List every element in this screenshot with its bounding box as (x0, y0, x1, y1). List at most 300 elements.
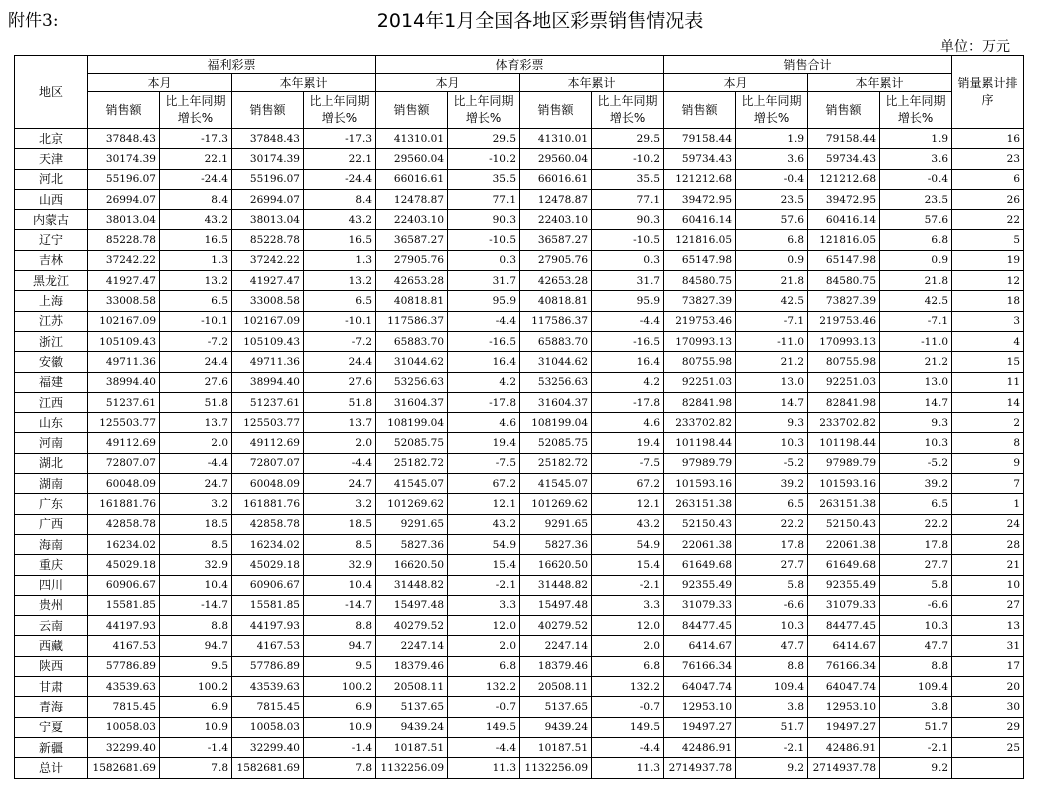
value-cell: 125503.77 (232, 413, 304, 433)
value-cell: 49112.69 (232, 433, 304, 453)
value-cell: 22.1 (304, 149, 376, 169)
value-cell: 9291.65 (376, 514, 448, 534)
value-cell: 22.2 (736, 514, 808, 534)
value-cell: 10.4 (160, 575, 232, 595)
value-cell: 0.3 (592, 250, 664, 270)
value-cell: 10.3 (736, 433, 808, 453)
value-cell: 43.2 (304, 210, 376, 230)
header-yoy: 比上年同期增长% (160, 92, 232, 129)
value-cell: -14.7 (304, 595, 376, 615)
value-cell: 41927.47 (88, 271, 160, 291)
value-cell: 65883.70 (376, 331, 448, 351)
value-cell: 125503.77 (88, 413, 160, 433)
value-cell: 39.2 (880, 474, 952, 494)
value-cell: 24.7 (160, 474, 232, 494)
value-cell: 16620.50 (520, 555, 592, 575)
value-cell: -0.7 (448, 697, 520, 717)
value-cell: 72807.07 (232, 453, 304, 473)
value-cell: 121212.68 (664, 169, 736, 189)
value-cell: 19 (952, 250, 1024, 270)
value-cell: 9439.24 (520, 717, 592, 737)
region-cell: 四川 (15, 575, 88, 595)
value-cell: 27.6 (160, 372, 232, 392)
value-cell: -0.4 (736, 169, 808, 189)
value-cell: 40279.52 (376, 616, 448, 636)
value-cell: 3.8 (736, 697, 808, 717)
value-cell: 3.8 (880, 697, 952, 717)
value-cell: 5827.36 (520, 534, 592, 554)
value-cell: 64047.74 (664, 677, 736, 697)
region-cell: 重庆 (15, 555, 88, 575)
value-cell: -16.5 (592, 331, 664, 351)
header-total: 销售合计 (664, 56, 952, 74)
region-cell: 贵州 (15, 595, 88, 615)
table-row (15, 210, 1024, 230)
region-cell: 吉林 (15, 250, 88, 270)
value-cell: 45029.18 (88, 555, 160, 575)
value-cell: 20508.11 (520, 677, 592, 697)
page-title: 2014年1月全国各地区彩票销售情况表 (376, 10, 704, 32)
value-cell: 12953.10 (808, 697, 880, 717)
value-cell: 43.2 (448, 514, 520, 534)
value-cell: 51.8 (304, 392, 376, 412)
value-cell: 33008.58 (88, 291, 160, 311)
value-cell: 27.6 (304, 372, 376, 392)
region-cell: 江苏 (15, 311, 88, 331)
value-cell: 17 (952, 656, 1024, 676)
value-cell: 31448.82 (376, 575, 448, 595)
value-cell: -0.4 (880, 169, 952, 189)
value-cell: 32.9 (304, 555, 376, 575)
value-cell: 82841.98 (808, 392, 880, 412)
value-cell: 65147.98 (808, 250, 880, 270)
header-total-month: 本月 (664, 74, 808, 92)
value-cell: 12953.10 (664, 697, 736, 717)
table-row (15, 149, 1024, 169)
value-cell: 84477.45 (664, 616, 736, 636)
value-cell: 39472.95 (808, 189, 880, 209)
value-cell: 6.8 (880, 230, 952, 250)
region-cell: 山东 (15, 413, 88, 433)
value-cell: 4167.53 (88, 636, 160, 656)
value-cell: 149.5 (592, 717, 664, 737)
value-cell: 3.6 (736, 149, 808, 169)
value-cell: 4.6 (448, 413, 520, 433)
value-cell: 60048.09 (88, 474, 160, 494)
value-cell: -10.5 (592, 230, 664, 250)
value-cell: 4.2 (448, 372, 520, 392)
value-cell: 42.5 (736, 291, 808, 311)
value-cell: 2.0 (304, 433, 376, 453)
region-cell: 安徽 (15, 352, 88, 372)
value-cell: 42653.28 (520, 271, 592, 291)
value-cell: 41310.01 (376, 129, 448, 149)
value-cell: 3 (952, 311, 1024, 331)
header-yoy: 比上年同期增长% (736, 92, 808, 129)
table-row (15, 555, 1024, 575)
value-cell: 24 (952, 514, 1024, 534)
value-cell: 42653.28 (376, 271, 448, 291)
value-cell: -6.6 (880, 595, 952, 615)
value-cell: 67.2 (592, 474, 664, 494)
table-row (15, 129, 1024, 149)
value-cell: 73827.39 (808, 291, 880, 311)
value-cell: 22.2 (880, 514, 952, 534)
value-cell: 132.2 (448, 677, 520, 697)
value-cell: 43539.63 (88, 677, 160, 697)
value-cell: 60906.67 (88, 575, 160, 595)
table-row (15, 230, 1024, 250)
header-sales: 销售额 (664, 92, 736, 129)
value-cell: 19497.27 (808, 717, 880, 737)
value-cell: -2.1 (592, 575, 664, 595)
value-cell: 18.5 (160, 514, 232, 534)
lottery-sales-table (14, 55, 1024, 779)
value-cell: -7.2 (160, 331, 232, 351)
value-cell: 18379.46 (520, 656, 592, 676)
value-cell: 23.5 (736, 189, 808, 209)
value-cell: 39472.95 (664, 189, 736, 209)
value-cell: -5.2 (736, 453, 808, 473)
value-cell: 92355.49 (664, 575, 736, 595)
value-cell: 31 (952, 636, 1024, 656)
value-cell: 77.1 (592, 189, 664, 209)
value-cell: -7.1 (880, 311, 952, 331)
header-sales: 销售额 (376, 92, 448, 129)
value-cell: 27.7 (880, 555, 952, 575)
table-row (15, 250, 1024, 270)
value-cell: 9.3 (736, 413, 808, 433)
value-cell: 19.4 (592, 433, 664, 453)
value-cell: 25182.72 (376, 453, 448, 473)
value-cell: 22 (952, 210, 1024, 230)
value-cell: 2247.14 (520, 636, 592, 656)
value-cell: 7815.45 (232, 697, 304, 717)
header-yoy: 比上年同期增长% (304, 92, 376, 129)
value-cell: 9.2 (880, 758, 952, 778)
table-row (15, 534, 1024, 554)
value-cell: 1132256.09 (520, 758, 592, 778)
value-cell: 44197.93 (232, 616, 304, 636)
table-row (15, 433, 1024, 453)
value-cell: 41927.47 (232, 271, 304, 291)
table-row (15, 372, 1024, 392)
value-cell: 13.7 (304, 413, 376, 433)
table-row (15, 352, 1024, 372)
value-cell: 40818.81 (520, 291, 592, 311)
table-row (15, 291, 1024, 311)
value-cell: 18379.46 (376, 656, 448, 676)
header-welfare: 福利彩票 (88, 56, 376, 74)
value-cell: 25182.72 (520, 453, 592, 473)
value-cell: 42858.78 (88, 514, 160, 534)
value-cell: 101593.16 (808, 474, 880, 494)
value-cell: 67.2 (448, 474, 520, 494)
value-cell: 24.7 (304, 474, 376, 494)
value-cell: 6414.67 (808, 636, 880, 656)
value-cell: 18 (952, 291, 1024, 311)
value-cell: 38013.04 (88, 210, 160, 230)
region-cell: 山西 (15, 189, 88, 209)
value-cell: 15497.48 (520, 595, 592, 615)
value-cell: 9.5 (304, 656, 376, 676)
value-cell: 10.9 (304, 717, 376, 737)
value-cell: 47.7 (880, 636, 952, 656)
value-cell: 8.5 (304, 534, 376, 554)
value-cell: 85228.78 (88, 230, 160, 250)
value-cell: 149.5 (448, 717, 520, 737)
value-cell: 84580.75 (664, 271, 736, 291)
value-cell: 121816.05 (664, 230, 736, 250)
value-cell: 219753.46 (664, 311, 736, 331)
value-cell: 27905.76 (376, 250, 448, 270)
value-cell: 17.8 (880, 534, 952, 554)
value-cell: 10.3 (736, 616, 808, 636)
value-cell: 42486.91 (664, 737, 736, 757)
header-sales: 销售额 (808, 92, 880, 129)
value-cell: 42858.78 (232, 514, 304, 534)
region-cell: 广东 (15, 494, 88, 514)
value-cell: 6.5 (304, 291, 376, 311)
value-cell: 15581.85 (232, 595, 304, 615)
value-cell: 57786.89 (232, 656, 304, 676)
value-cell: -7.1 (736, 311, 808, 331)
value-cell: -17.8 (592, 392, 664, 412)
value-cell: 72807.07 (88, 453, 160, 473)
value-cell: 10.4 (304, 575, 376, 595)
value-cell: -7.5 (592, 453, 664, 473)
value-cell: 4.2 (592, 372, 664, 392)
value-cell: 1.9 (880, 129, 952, 149)
unit-label: 单位：万元 (940, 39, 1010, 55)
value-cell: 31044.62 (520, 352, 592, 372)
value-cell: 52085.75 (520, 433, 592, 453)
value-cell: 9291.65 (520, 514, 592, 534)
value-cell: -5.2 (880, 453, 952, 473)
value-cell: -0.7 (592, 697, 664, 717)
region-cell: 江西 (15, 392, 88, 412)
region-cell: 上海 (15, 291, 88, 311)
value-cell: 31.7 (448, 271, 520, 291)
value-cell: 170993.13 (808, 331, 880, 351)
value-cell: 49711.36 (232, 352, 304, 372)
value-cell: -10.1 (160, 311, 232, 331)
value-cell: 21.2 (880, 352, 952, 372)
value-cell: 132.2 (592, 677, 664, 697)
region-cell: 海南 (15, 534, 88, 554)
value-cell: 79158.44 (664, 129, 736, 149)
value-cell: 16234.02 (88, 534, 160, 554)
value-cell: 19497.27 (664, 717, 736, 737)
header-sports: 体育彩票 (376, 56, 664, 74)
value-cell: 57786.89 (88, 656, 160, 676)
value-cell: 109.4 (736, 677, 808, 697)
value-cell: -16.5 (448, 331, 520, 351)
value-cell: 101269.62 (376, 494, 448, 514)
value-cell: 92251.03 (808, 372, 880, 392)
value-cell: -1.4 (160, 737, 232, 757)
header-sales: 销售额 (232, 92, 304, 129)
header-rank: 销量累计排序 (952, 56, 1024, 129)
value-cell: 10187.51 (376, 737, 448, 757)
value-cell: 117586.37 (376, 311, 448, 331)
value-cell: 6.9 (304, 697, 376, 717)
value-cell: 38013.04 (232, 210, 304, 230)
region-cell: 河南 (15, 433, 88, 453)
value-cell: 53256.63 (376, 372, 448, 392)
value-cell: -24.4 (160, 169, 232, 189)
value-cell: 21.8 (736, 271, 808, 291)
value-cell: 11.3 (448, 758, 520, 778)
value-cell: 49711.36 (88, 352, 160, 372)
value-cell: 9439.24 (376, 717, 448, 737)
region-cell: 北京 (15, 129, 88, 149)
value-cell: 16.4 (592, 352, 664, 372)
attachment-label: 附件3: (8, 11, 59, 31)
value-cell: 1582681.69 (232, 758, 304, 778)
value-cell: 5 (952, 230, 1024, 250)
value-cell: 233702.82 (808, 413, 880, 433)
value-cell: 19.4 (448, 433, 520, 453)
value-cell: 43.2 (592, 514, 664, 534)
value-cell: 1582681.69 (88, 758, 160, 778)
value-cell: 105109.43 (88, 331, 160, 351)
value-cell: 76166.34 (664, 656, 736, 676)
value-cell: 3.3 (448, 595, 520, 615)
value-cell: -7.5 (448, 453, 520, 473)
value-cell: 10.9 (160, 717, 232, 737)
region-cell: 黑龙江 (15, 271, 88, 291)
value-cell: 9.3 (880, 413, 952, 433)
value-cell: 16 (952, 129, 1024, 149)
value-cell: 1.9 (736, 129, 808, 149)
value-cell: 39.2 (736, 474, 808, 494)
value-cell: 28 (952, 534, 1024, 554)
value-cell: 8.8 (304, 616, 376, 636)
value-cell: 31.7 (592, 271, 664, 291)
value-cell: 12.0 (448, 616, 520, 636)
value-cell: 37242.22 (232, 250, 304, 270)
value-cell: 76166.34 (808, 656, 880, 676)
value-cell: 29560.04 (520, 149, 592, 169)
region-cell: 青海 (15, 697, 88, 717)
value-cell: 51237.61 (88, 392, 160, 412)
value-cell: -4.4 (448, 311, 520, 331)
value-cell: 35.5 (448, 169, 520, 189)
value-cell: 77.1 (448, 189, 520, 209)
value-cell: 6414.67 (664, 636, 736, 656)
value-cell: 47.7 (736, 636, 808, 656)
value-cell: 52150.43 (664, 514, 736, 534)
value-cell: 84580.75 (808, 271, 880, 291)
value-cell: 8.8 (736, 656, 808, 676)
region-cell: 湖北 (15, 453, 88, 473)
value-cell: 17.8 (736, 534, 808, 554)
value-cell: 73827.39 (664, 291, 736, 311)
value-cell: 4 (952, 331, 1024, 351)
value-cell: 7.8 (304, 758, 376, 778)
value-cell: 2247.14 (376, 636, 448, 656)
value-cell: 109.4 (880, 677, 952, 697)
value-cell: 3.3 (592, 595, 664, 615)
value-cell: 29.5 (448, 129, 520, 149)
region-cell: 辽宁 (15, 230, 88, 250)
value-cell: 45029.18 (232, 555, 304, 575)
value-cell: 80755.98 (808, 352, 880, 372)
value-cell: 52085.75 (376, 433, 448, 453)
value-cell: 33008.58 (232, 291, 304, 311)
value-cell: 26994.07 (232, 189, 304, 209)
value-cell: 5827.36 (376, 534, 448, 554)
value-cell: 60906.67 (232, 575, 304, 595)
table-row (15, 474, 1024, 494)
value-cell: 5137.65 (376, 697, 448, 717)
value-cell: 92355.49 (808, 575, 880, 595)
value-cell: 59734.43 (664, 149, 736, 169)
value-cell: 30 (952, 697, 1024, 717)
value-cell: 26 (952, 189, 1024, 209)
region-cell: 宁夏 (15, 717, 88, 737)
value-cell: 97989.79 (664, 453, 736, 473)
value-cell: 13.0 (880, 372, 952, 392)
value-cell: 31604.37 (376, 392, 448, 412)
value-cell: 2714937.78 (664, 758, 736, 778)
value-cell: 11.3 (592, 758, 664, 778)
value-cell: 3.2 (304, 494, 376, 514)
value-cell: 51.7 (880, 717, 952, 737)
value-cell: 65147.98 (664, 250, 736, 270)
value-cell: 9.2 (736, 758, 808, 778)
value-cell: 16.4 (448, 352, 520, 372)
value-cell: 38994.40 (232, 372, 304, 392)
value-cell: 13.2 (304, 271, 376, 291)
value-cell: 37848.43 (232, 129, 304, 149)
value-cell: 53256.63 (520, 372, 592, 392)
table-row (15, 514, 1024, 534)
region-cell: 福建 (15, 372, 88, 392)
value-cell: 25 (952, 737, 1024, 757)
value-cell: 2.0 (448, 636, 520, 656)
value-cell: 40279.52 (520, 616, 592, 636)
value-cell: 219753.46 (808, 311, 880, 331)
value-cell: 94.7 (160, 636, 232, 656)
value-cell: 23 (952, 149, 1024, 169)
value-cell: 18.5 (304, 514, 376, 534)
region-cell: 西藏 (15, 636, 88, 656)
value-cell: 22061.38 (808, 534, 880, 554)
value-cell: 8.5 (160, 534, 232, 554)
value-cell: 79158.44 (808, 129, 880, 149)
value-cell: 32.9 (160, 555, 232, 575)
value-cell: 38994.40 (88, 372, 160, 392)
header-sales: 销售额 (520, 92, 592, 129)
value-cell: 35.5 (592, 169, 664, 189)
value-cell: 24.4 (160, 352, 232, 372)
value-cell: 80755.98 (664, 352, 736, 372)
value-cell: 13 (952, 616, 1024, 636)
value-cell: 1132256.09 (376, 758, 448, 778)
value-cell: 10 (952, 575, 1024, 595)
value-cell: 2.0 (160, 433, 232, 453)
region-cell: 总计 (15, 758, 88, 778)
table-row (15, 413, 1024, 433)
value-cell: 92251.03 (664, 372, 736, 392)
value-cell: 170993.13 (664, 331, 736, 351)
value-cell: 57.6 (880, 210, 952, 230)
value-cell: -17.3 (304, 129, 376, 149)
value-cell: 90.3 (448, 210, 520, 230)
value-cell: 15.4 (592, 555, 664, 575)
